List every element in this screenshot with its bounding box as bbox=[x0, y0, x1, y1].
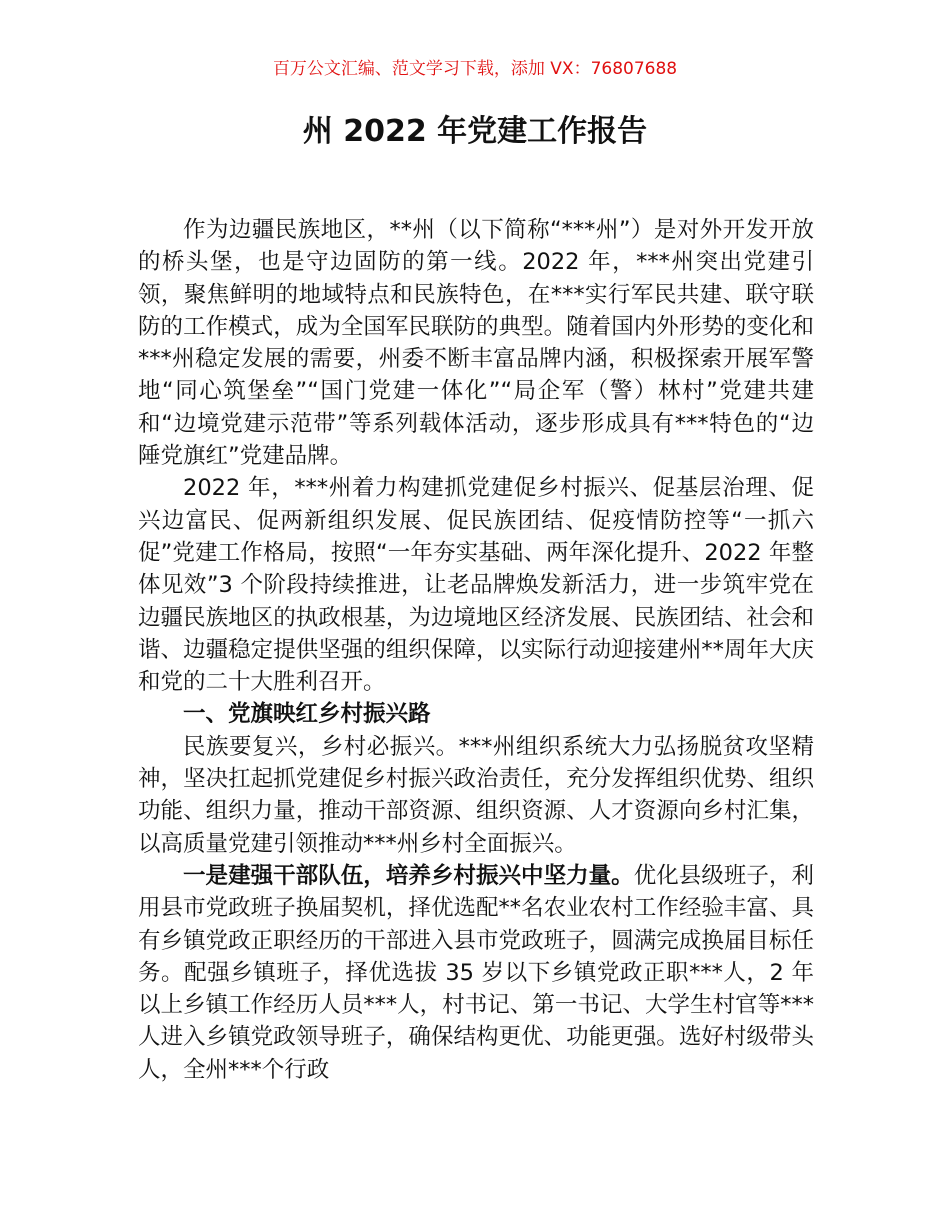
header-note: 百万公文汇编、范文学习下载，添加 VX：76807688 bbox=[272, 59, 678, 79]
section-heading: 一、党旗映红乡村振兴路 bbox=[183, 701, 431, 728]
document-body bbox=[138, 214, 814, 1086]
paragraph-2022-overview: 2022 年，***州着力构建抓党建促乡村振兴、促基层治理、促兴边富民、促两新组织发展、促民族团结、促疫情防控等“一抓六促”党建工作格局，按照“一年夯实基础、两年深化提升、2022 年整体见效”3 个阶段持续推进，让老品牌焕发新活力，进一步筑牢党在边疆民族地区的执政根基，为边境地区经济发展、民族团结、社会和谐、边疆稳定提供坚强的组织保障，以实际行动迎接建州**周年大庆和党的二十大胜利召开。 bbox=[138, 475, 814, 696]
point-text: 优化县级班子，利用县市党政班子换届契机，择优选配**名农业农村工作经验丰富、具有乡镇党政正职经历的干部进入县市党政班子，圆满完成换届目标任务。配强乡镇班子，择优选拔 35 岁以下乡镇党政正职***人，2 年以上乡镇工作经历人员***人，村书记、第一书记、大学生村官等***人进入乡镇党政领导班子，确保结构更优、功能更强。选好村级带头人，全州***个行政 bbox=[138, 862, 814, 1083]
paragraph-intro: 作为边疆民族地区，**州（以下简称“***州”）是对外开发开放的桥头堡，也是守边固防的第一线。2022 年，***州突出党建引领，聚焦鲜明的地域特点和民族特色，在***实行军民共建、联守联防的工作模式，成为全国军民联防的典型。随着国内外形势的变化和***州稳定发展的需要，州委不断丰富品牌内涵，积极探索开展军警地“同心筑堡垒”“国门党建一体化”“局企军（警）林村”党建共建和“边境党建示范带”等系列载体活动，逐步形成具有***特色的“边陲党旗红”党建品牌。 bbox=[138, 217, 814, 470]
point-paragraph bbox=[138, 860, 814, 1086]
section-intro-paragraph: 民族要复兴，乡村必振兴。***州组织系统大力弘扬脱贫攻坚精神，坚决扛起抓党建促乡村振兴政治责任，充分发挥组织优势、组织功能、组织力量，推动干部资源、组织资源、人才资源向乡村汇集，以高质量党建引领推动***州乡村全面振兴。 bbox=[138, 733, 814, 857]
point-lead: 一是建强干部队伍，培养乡村振兴中坚力量。 bbox=[183, 862, 634, 889]
document-title: 州 2022 年党建工作报告 bbox=[302, 114, 648, 149]
